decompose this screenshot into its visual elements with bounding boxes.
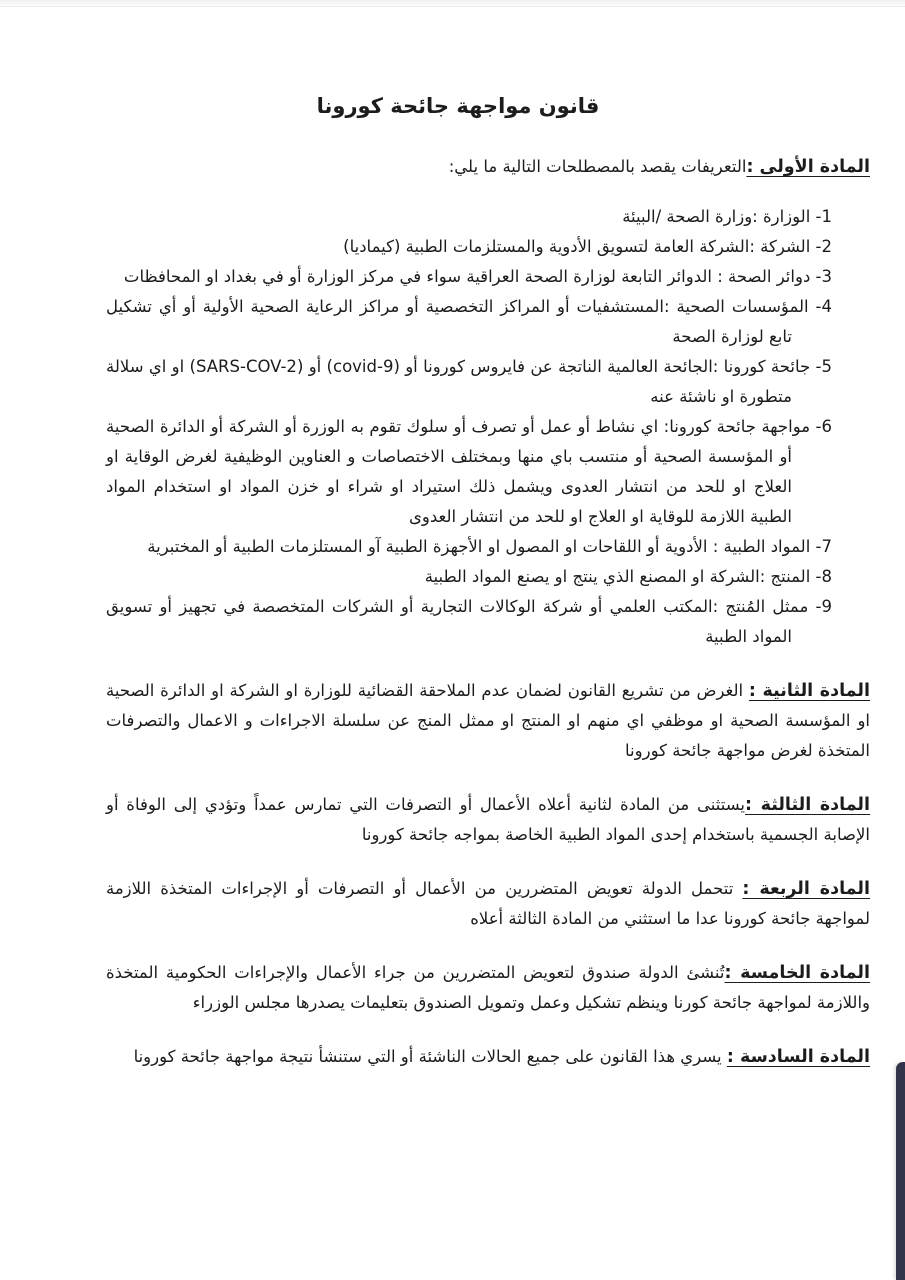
screen-edge-strip	[896, 1062, 905, 1280]
article-two	[106, 676, 870, 766]
article-three-body: يستثنى من المادة لثانية أعلاه الأعمال أو التصرفات التي تمارس عمداً وتؤدي إلى الوفاة أو الإصابة الجسمية باستخدام إحدى المواد الطبية الخاصة بمواجه جائحة كورونا	[106, 795, 870, 844]
article-one	[106, 152, 870, 652]
article-one-intro-line	[106, 152, 870, 182]
page-title: قانون مواجهة جائحة كورونا	[316, 94, 600, 118]
definitions-list	[106, 202, 870, 652]
article-four	[106, 874, 870, 934]
definition-item-2: 2- الشركة :الشركة العامة لتسويق الأدوية والمستلزمات الطبية (كيماديا)	[343, 237, 832, 256]
article-one-heading: المادة الأولى :	[746, 157, 870, 177]
article-three-heading: المادة الثالثة :	[745, 795, 871, 815]
article-six	[106, 1042, 870, 1072]
article-six-heading: المادة السادسة :	[726, 1047, 870, 1067]
definition-item-8: 8- المنتج :الشركة او المصنع الذي ينتج او يصنع المواد الطبية	[424, 567, 832, 586]
article-one-intro: التعريفات يقصد بالمصطلحات التالية ما يلي:	[448, 157, 747, 176]
definition-item-1: 1- الوزارة :وزارة الصحة /البيئة	[622, 207, 832, 226]
article-two-body: الغرض من تشريع القانون لضمان عدم الملاحقة القضائية للوزارة او الشركة او الدائرة الصحية او المؤسسة الصحية او موظفي اي منهم او المنتج او ممثل المنج عن سلسلة الاجراءات و الاعمال والتصرفات المتخذة لغرض مواجهة جائحة كورونا	[106, 681, 870, 760]
definition-item-7: 7- المواد الطبية : الأدوية أو اللقاحات او المصول او الأجهزة الطبية آو المستلزمات الطبية أو المختبرية	[147, 537, 832, 556]
article-six-body: يسري هذا القانون على جميع الحالات الناشئة أو التي ستنشأ نتيجة مواجهة جائحة كورونا	[133, 1047, 727, 1066]
article-five-body: تُنشئ الدولة صندوق لتعويض المتضررين من جراء الأعمال والإجراءات الحكومية المتخذة واللازمة لمواجهة جائحة كورنا وينظم تشكيل وعمل وتمويل الصندوق بتعليمات يصدرها مجلس الوزراء	[106, 963, 870, 1012]
article-three	[106, 790, 870, 850]
article-six-text	[106, 1042, 870, 1072]
definition-item-4: 4- المؤسسات الصحية :المستشفيات أو المراكز التخصصية أو مراكز الرعاية الصحية الأولية أو أي تشكيل تابع لوزارة الصحة	[106, 297, 832, 346]
article-three-text	[106, 790, 870, 850]
article-four-body: تتحمل الدولة تعويض المتضررين من الأعمال أو التصرفات أو الإجراءات المتخذة اللازمة لمواجهة جائحة كورونا عدا ما استثني من المادة الثالثة أعلاه	[106, 879, 870, 928]
article-five-heading: المادة الخامسة :	[724, 963, 870, 983]
definition-item-6: 6- مواجهة جائحة كورونا: اي نشاط أو عمل أو تصرف أو سلوك تقوم به الوزرة أو الشركة أو الدائرة الصحية أو المؤسسة الصحية أو منتسب باي منها وبمختلف الاختصاصات و العناوين الوظيفية لغرض الوقاية او العلاج او للحد من انتشار العدوى ويشمل ذلك استيراد او شراء او خزن المواد او استخدام المواد الطبية اللازمة للوقاية او العلاج او للحد من انتشار العدوى	[106, 417, 832, 526]
article-four-heading: المادة الربعة :	[742, 879, 870, 899]
article-five-text	[106, 958, 870, 1018]
definition-item-9: 9- ممثل المُنتج :المكتب العلمي أو شركة الوكالات التجارية أو الشركات المتخصصة في تجهيز أو تسويق المواد الطبية	[106, 597, 832, 646]
definition-item-3: 3- دوائر الصحة : الدوائر التابعة لوزارة الصحة العراقية سواء في مركز الوزارة أو في بغداد او المحافظات	[123, 267, 832, 286]
article-two-heading: المادة الثانية :	[748, 681, 870, 701]
article-four-text	[106, 874, 870, 934]
article-two-text	[106, 676, 870, 766]
definition-item-5: 5- جائحة كورونا :الجائحة العالمية الناتجة عن فايروس كورونا أو (covid-9) أو (SARS-COV-2) او اي سلالة متطورة او ناشئة عنه	[106, 357, 832, 406]
article-five	[106, 958, 870, 1018]
